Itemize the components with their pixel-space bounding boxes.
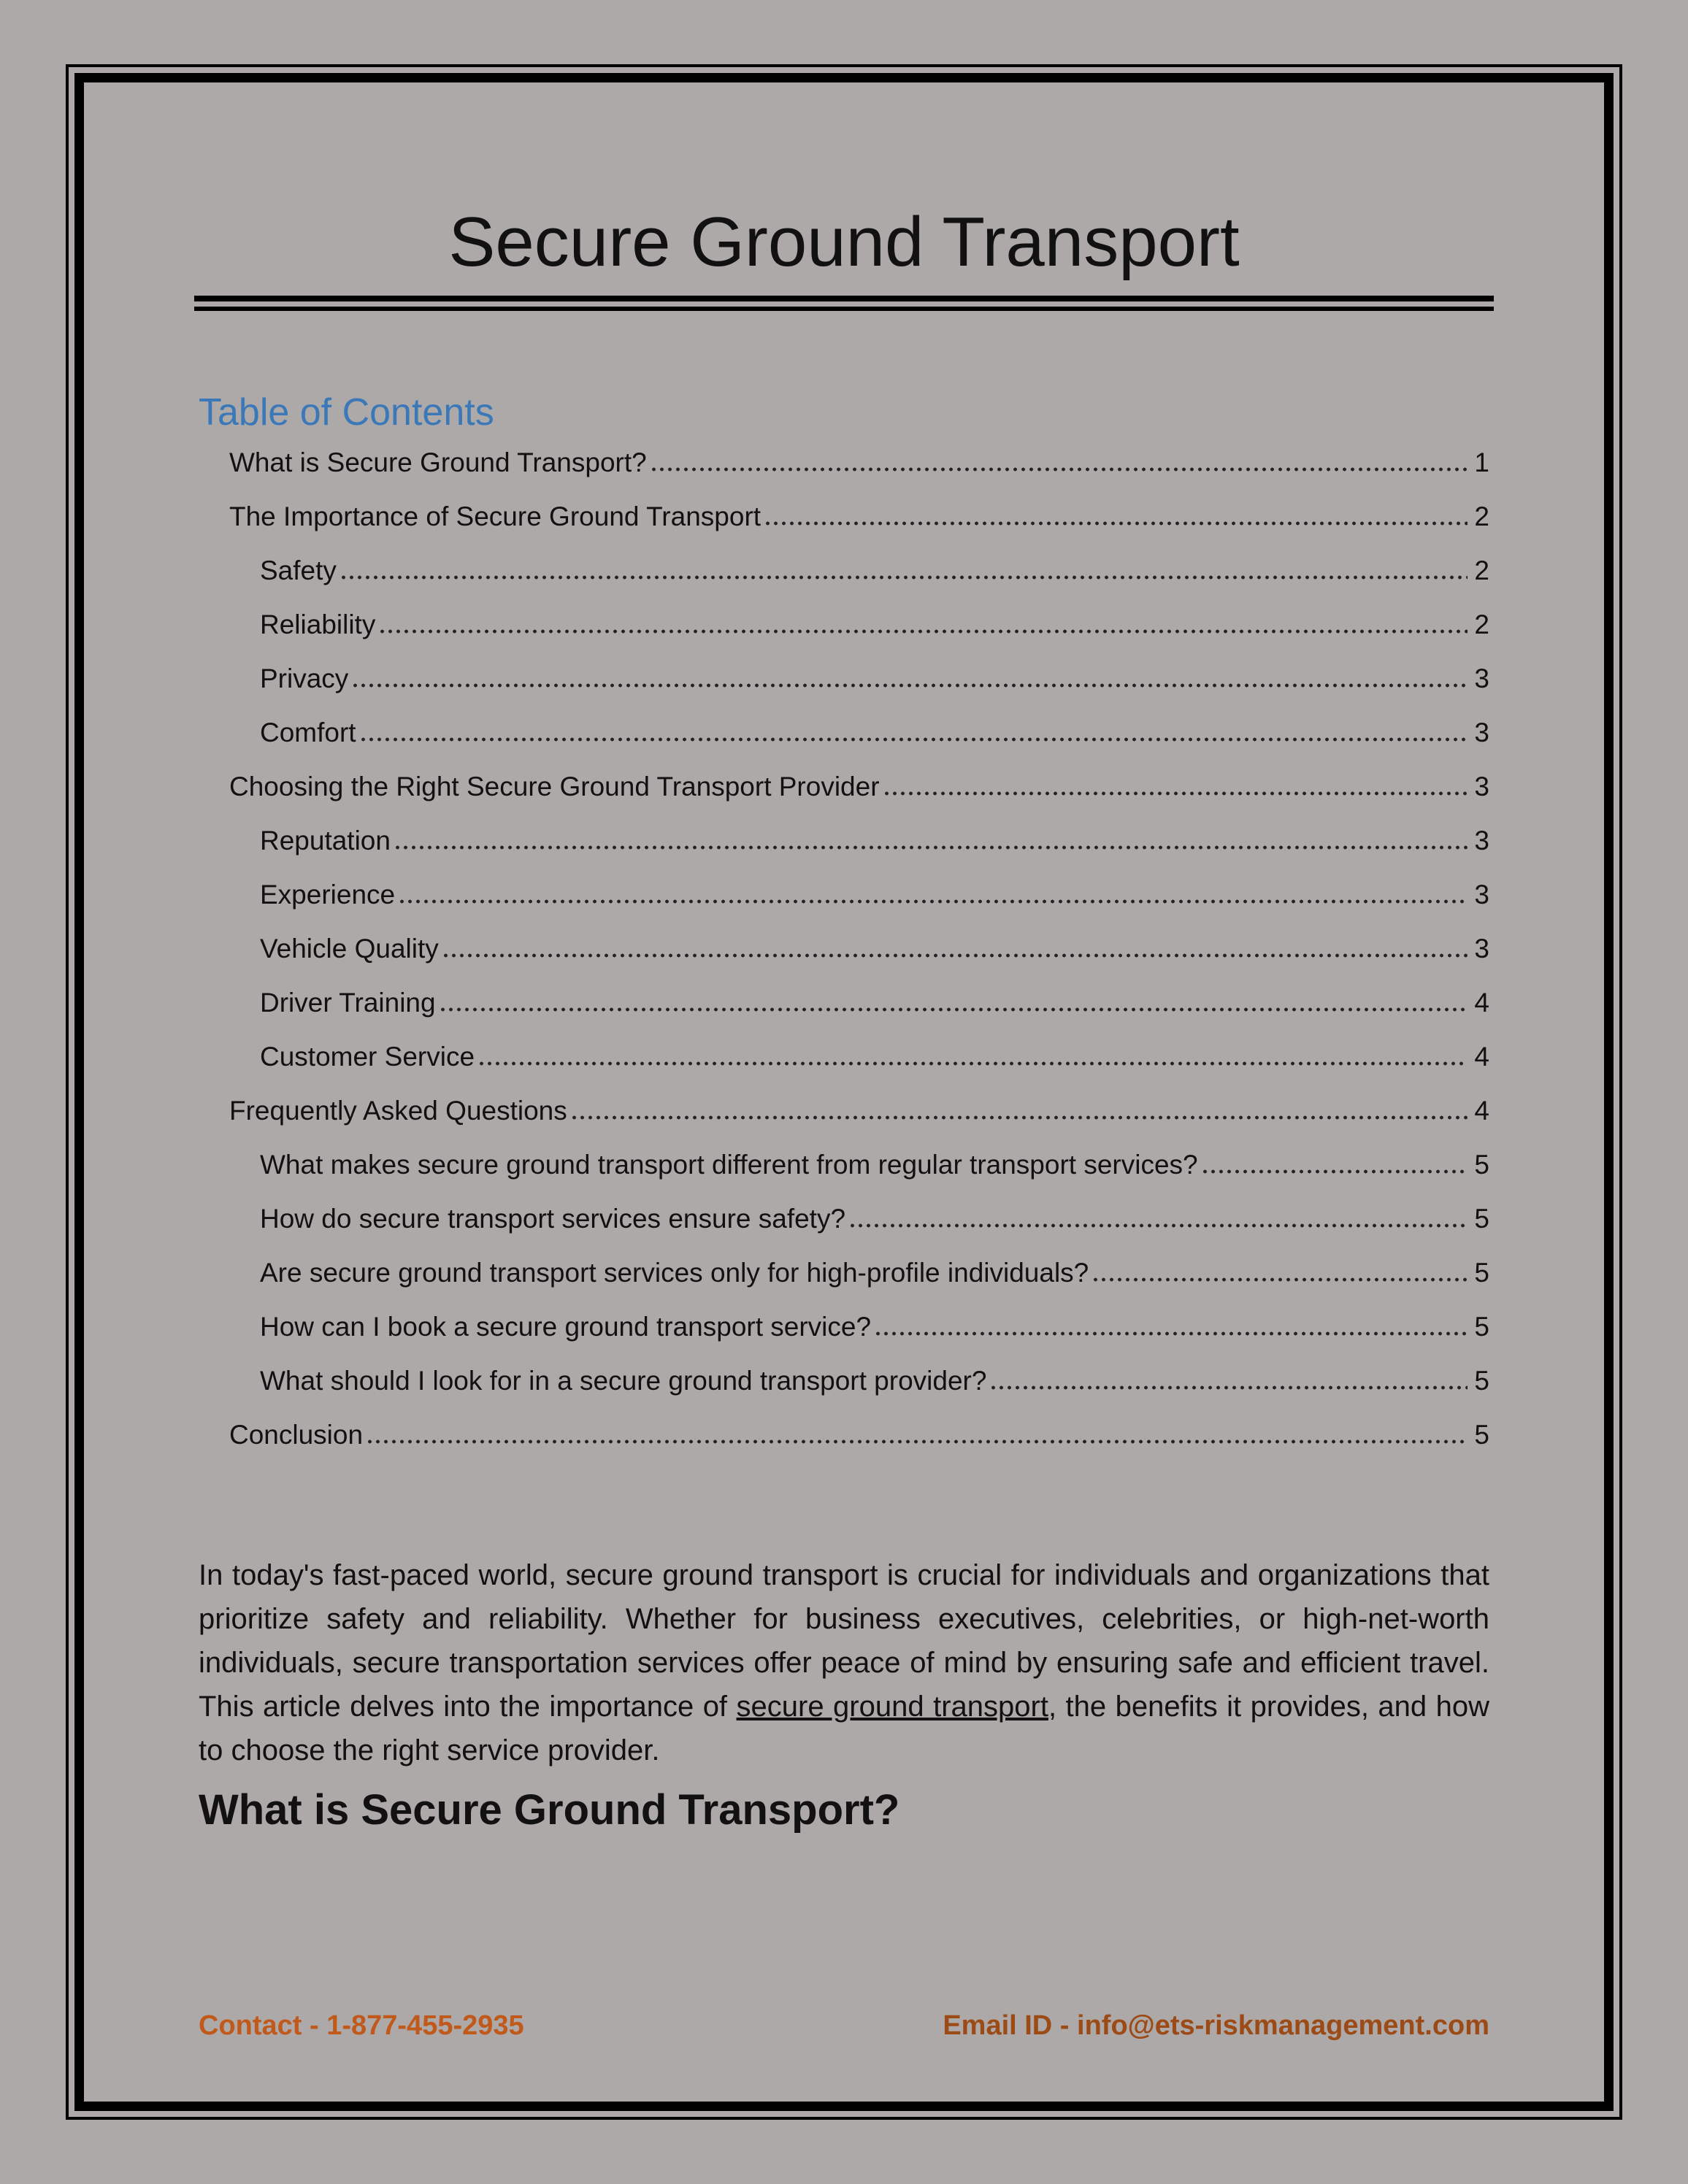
toc-entry-label: The Importance of Secure Ground Transport — [229, 501, 761, 531]
intro-text-end: , the benefits it provides, and how to choose the right service provider. — [199, 1691, 1490, 1766]
toc-entry-label: Reputation — [260, 826, 391, 855]
toc-entry-page: 1 — [1474, 447, 1489, 477]
toc-leader-dots — [351, 682, 1468, 688]
title-divider-thick — [194, 296, 1494, 301]
toc-leader-dots — [378, 628, 1468, 634]
toc-entry-label: Safety — [260, 555, 337, 585]
toc-leader-dots — [394, 845, 1468, 850]
toc-entry[interactable] — [260, 598, 1489, 652]
toc-entry[interactable] — [260, 1354, 1489, 1408]
toc-entry[interactable] — [260, 814, 1489, 868]
secure-ground-transport-link[interactable]: secure ground transport — [736, 1691, 1048, 1723]
toc-entry-label: Are secure ground transport services only for high-profile individuals? — [260, 1258, 1089, 1288]
toc-entry-page: 5 — [1474, 1312, 1489, 1342]
toc-entry[interactable] — [260, 1030, 1489, 1084]
toc-entry-page: 4 — [1474, 988, 1489, 1018]
toc-leader-dots — [398, 899, 1468, 904]
toc-entry-label: How do secure transport services ensure safety? — [260, 1204, 846, 1234]
toc-entry[interactable] — [260, 976, 1489, 1030]
toc-entry[interactable] — [260, 1192, 1489, 1246]
toc-leader-dots — [359, 737, 1468, 742]
toc-entry-page: 3 — [1474, 826, 1489, 855]
toc-entry-page: 5 — [1474, 1420, 1489, 1450]
toc-entry-page: 3 — [1474, 772, 1489, 801]
toc-entry-label: Privacy — [260, 664, 349, 693]
toc-leader-dots — [570, 1115, 1468, 1120]
toc-entry[interactable] — [229, 760, 1489, 814]
toc-leader-dots — [1092, 1277, 1468, 1283]
toc-entry-label: Frequently Asked Questions — [229, 1096, 567, 1126]
toc-entry-page: 2 — [1474, 501, 1489, 531]
toc-entry[interactable] — [229, 436, 1489, 490]
toc-entry[interactable] — [229, 1084, 1489, 1138]
toc-leader-dots — [1201, 1169, 1468, 1174]
toc-leader-dots — [764, 520, 1468, 526]
toc-entry-label: Reliability — [260, 610, 376, 639]
toc-entry[interactable] — [260, 652, 1489, 706]
toc-leader-dots — [439, 1007, 1468, 1012]
toc-entry-page: 5 — [1474, 1366, 1489, 1396]
toc-entry-label: Experience — [260, 880, 396, 910]
footer-email: Email ID - info@ets-riskmanagement.com — [943, 2010, 1489, 2041]
footer-contact: Contact - 1-877-455-2935 — [199, 2010, 524, 2041]
toc-heading: Table of Contents — [199, 391, 494, 434]
toc-entry-page: 2 — [1474, 610, 1489, 639]
toc-entry-page: 5 — [1474, 1150, 1489, 1180]
toc-entry-label: Conclusion — [229, 1420, 364, 1450]
toc-leader-dots — [339, 574, 1468, 580]
toc-entry[interactable] — [260, 922, 1489, 976]
section-heading: What is Secure Ground Transport? — [199, 1786, 900, 1834]
toc-leader-dots — [989, 1385, 1468, 1391]
toc-entry[interactable] — [260, 544, 1489, 598]
toc-entry-label: Choosing the Right Secure Ground Transport Provider — [229, 772, 880, 801]
toc-leader-dots — [477, 1061, 1468, 1066]
toc-entry-page: 5 — [1474, 1258, 1489, 1288]
toc-entry-label: Comfort — [260, 718, 356, 747]
toc-entry[interactable] — [260, 868, 1489, 922]
toc-entry-label: What is Secure Ground Transport? — [229, 447, 647, 477]
toc-entry-page: 3 — [1474, 718, 1489, 747]
toc-entry-page: 4 — [1474, 1042, 1489, 1072]
toc-entry-label: Vehicle Quality — [260, 934, 439, 964]
toc-leader-dots — [874, 1331, 1468, 1337]
toc-leader-dots — [883, 791, 1468, 796]
toc-entry[interactable] — [260, 1300, 1489, 1354]
toc-entry-page: 3 — [1474, 880, 1489, 910]
toc-entry-page: 4 — [1474, 1096, 1489, 1126]
document-title: Secure Ground Transport — [448, 203, 1240, 281]
toc-entry-page: 2 — [1474, 555, 1489, 585]
toc-entry-page: 3 — [1474, 664, 1489, 693]
toc-leader-dots — [848, 1223, 1468, 1228]
toc-entry-page: 3 — [1474, 934, 1489, 964]
toc-leader-dots — [366, 1439, 1468, 1445]
toc-leader-dots — [442, 953, 1468, 958]
toc-entry-label: Driver Training — [260, 988, 436, 1018]
toc-entry[interactable] — [229, 490, 1489, 544]
toc-entry-label: What makes secure ground transport different from regular transport services? — [260, 1150, 1198, 1180]
toc-leader-dots — [650, 466, 1468, 472]
toc-entry-label: What should I look for in a secure ground transport provider? — [260, 1366, 987, 1396]
toc-entry[interactable] — [260, 1246, 1489, 1300]
title-divider-thin — [194, 307, 1494, 311]
toc-entry-label: Customer Service — [260, 1042, 475, 1072]
toc-entry[interactable] — [260, 706, 1489, 760]
intro-text-start: In today's fast-paced world, secure ground transport is crucial for individuals and organizations that prioritize safety and reliability. Whether for business executives, celebrities, or high-net-worth individuals, secure transportation services offer peace of mind by ensuring safe and efficient travel. This article delves into the importance of — [199, 1559, 1489, 1723]
toc-entry-page: 5 — [1474, 1204, 1489, 1234]
toc-entry[interactable] — [229, 1408, 1489, 1462]
toc-entry[interactable] — [260, 1138, 1489, 1192]
intro-paragraph — [199, 1553, 1489, 1772]
toc-entry-label: How can I book a secure ground transport service? — [260, 1312, 872, 1342]
